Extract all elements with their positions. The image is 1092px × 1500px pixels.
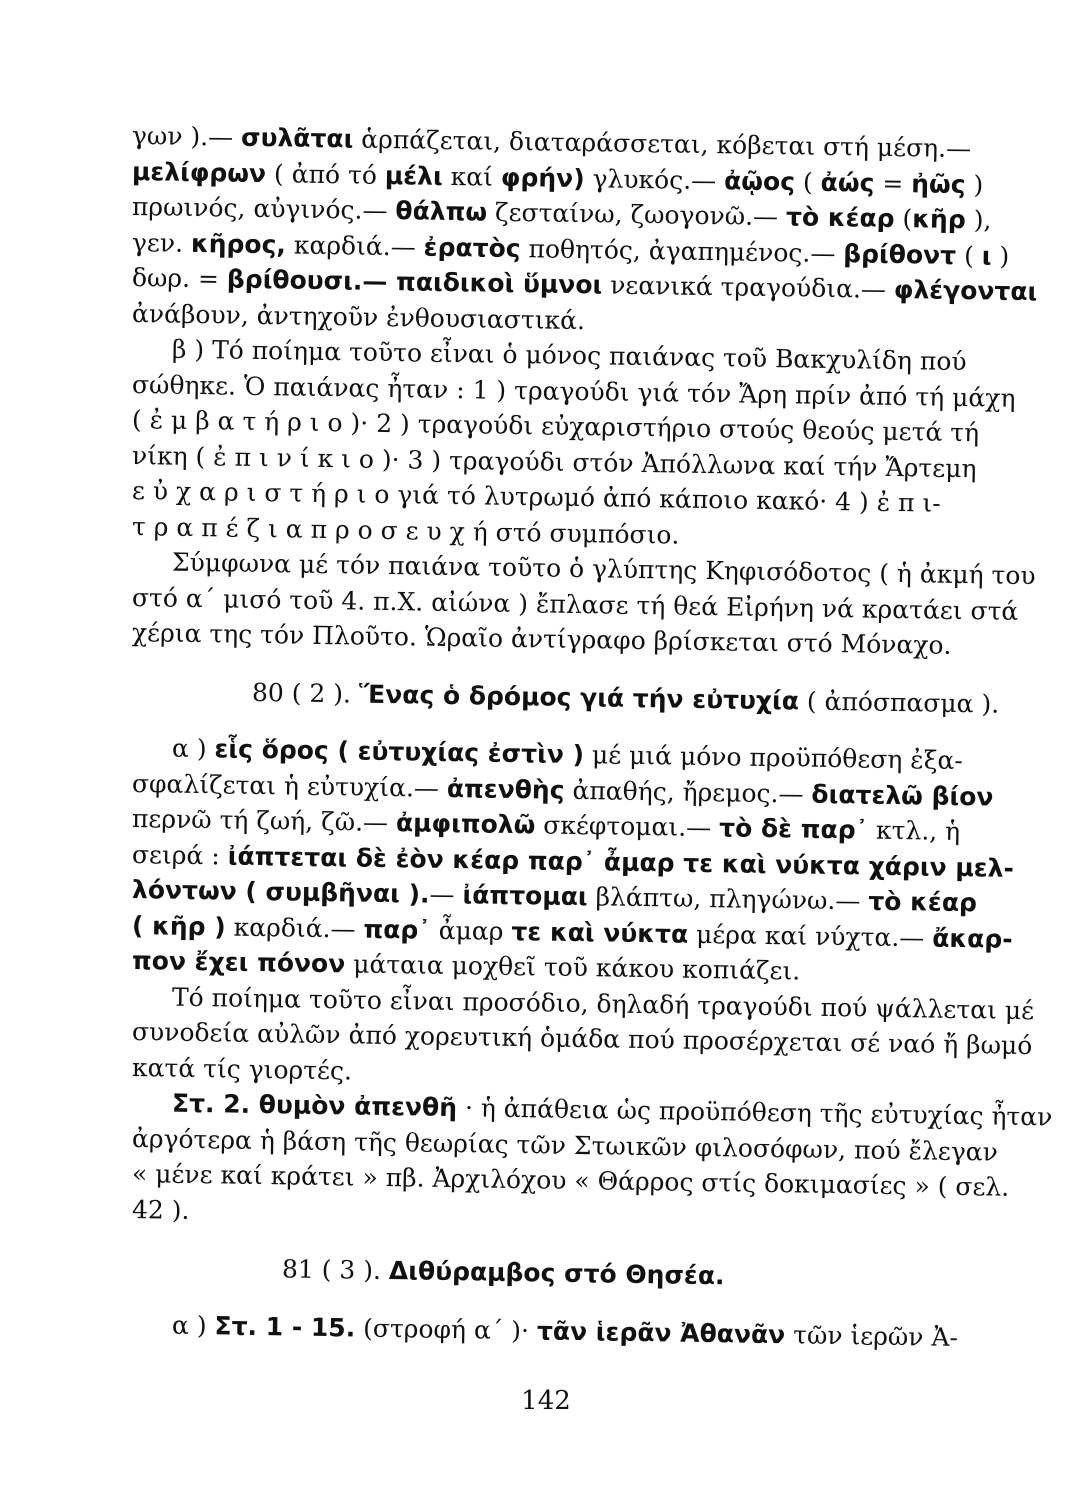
text-segment: ( <box>794 166 821 197</box>
text-segment: συνοδεία αὐλῶν ἀπό χορευτική ὁμάδα πού προσέρχεται σέ ναό ἤ βωμό <box>131 1017 1033 1061</box>
text-segment: γλυκός.— <box>584 163 725 195</box>
text-segment: βλάπτω, πληγώνω.— <box>587 882 869 916</box>
text-segment: θάλπω <box>395 196 488 227</box>
text-segment: παρ᾽ <box>363 914 432 945</box>
text-segment: (στροφή α΄ )· <box>354 1313 538 1345</box>
text-segment: κατά τίς γιορτές. <box>131 1052 353 1085</box>
text-segment: Ἕνας ὁ δρόμος γιά τήν εὐτυχία <box>358 679 800 715</box>
page-number: 142 <box>521 1386 571 1416</box>
text-segment: ) <box>991 241 1010 271</box>
text-segment: πρωινός, αὐγινός.— <box>131 192 396 226</box>
text-segment: ἀώς <box>820 167 875 198</box>
text-segment: συλᾶται <box>240 122 354 154</box>
text-segment: σειρά : <box>131 839 228 871</box>
text-segment: νίκη ( ἐ π ι ν ί κ ι ο )· 3 ) τραγούδι στόν Ἀπόλλωνα καί τήν Ἄρτεμη <box>131 440 977 483</box>
text-segment: τᾶν ἱερᾶν Ἀθανᾶν <box>536 1315 786 1349</box>
text-segment: ), <box>965 205 992 235</box>
page-body <box>131 118 1053 1352</box>
text-segment: φλέγονται <box>893 274 1038 307</box>
text-segment: 80 ( 2 ). <box>251 677 360 709</box>
text-segment: — <box>429 879 463 910</box>
text-segment: βρίθουσι.— παιδικοὶ ὕμνοι <box>226 264 603 300</box>
text-segment: τ ρ α π έ ζ ι α π ρ ο σ ε υ χ ή στό συμπόσιο. <box>131 511 680 550</box>
text-segment: ἠῶς <box>911 168 966 199</box>
text-segment: γων ).— <box>131 121 242 152</box>
text-segment: ( ἐ μ β α τ ή ρ ι ο )· 2 ) τραγούδι εὐχαριστήριο στούς θεούς μετά τή <box>131 405 980 448</box>
text-segment: βρίθοντ <box>843 238 957 270</box>
text-segment: μέρα καί νύχτα.— <box>687 919 933 953</box>
text-segment: ( <box>894 203 913 234</box>
text-segment: νεανικά τραγούδια.— <box>602 270 895 304</box>
text-segment: ἰάπτεται δὲ ἐὸν κέαρ παρ᾽ ἆμαρ τε καὶ νύκτα χάριν μελ- <box>227 841 1015 883</box>
text-segment: ἀμφιπολῶ <box>395 808 536 840</box>
text-segment: Σύμφωνα μέ τόν παιάνα τοῦτο ὁ γλύπτης Κηφισόδοτος ( ἡ ἀκμή του <box>171 547 1036 591</box>
text-segment: τε καὶ νύκτα <box>511 916 689 949</box>
text-segment: τὸ κέαρ <box>868 886 978 918</box>
text-segment: ἄκαρ- <box>932 923 1013 954</box>
text-segment: ε ὐ χ α ρ ι σ τ ή ρ ι ο γιά τό λυτρωμό ἀπό κάποιο κακό· 4 ) ἐ π ι- <box>131 476 941 518</box>
text-segment: ποθητός, ἀγαπημένος.— <box>520 233 844 268</box>
text-segment: σκέφτομαι.— <box>535 810 720 843</box>
text-segment: · ἡ ἀπάθεια ὡς προϋπόθεση τῆς εὐτυχίας ἦταν <box>456 1093 1053 1132</box>
text-segment: ἆμαρ <box>430 915 512 946</box>
text-segment: κτλ., ἡ <box>867 815 961 847</box>
text-segment: Τό ποίημα τοῦτο εἶναι προσόδιο, δηλαδή τραγούδι πού ψάλλεται μέ <box>171 982 1035 1025</box>
text-segment: Στ. 1 - 15. <box>214 1310 356 1343</box>
text-segment: δωρ. = <box>131 263 228 294</box>
text-segment: ι <box>981 240 992 271</box>
text-segment: μάταια μοχθεῖ τοῦ κάκου κοπιάζει. <box>345 949 801 986</box>
text-segment: κῆρος, <box>190 228 287 259</box>
text-segment: μελίφρων <box>131 156 267 188</box>
text-segment: σώθηκε. Ὁ παιάνας ἦταν : 1 ) τραγούδι γιά τόν Ἄρη πρίν ἀπό τή μάχη <box>131 369 1016 413</box>
text-segment: 42 ). <box>131 1194 190 1225</box>
text-segment: εἷς ὅρος ( εὐτυχίας ἐστὶν ) <box>214 734 585 770</box>
text-segment: λόντων ( συμβῆναι ). <box>131 875 430 909</box>
text-segment: γεν. <box>131 227 192 258</box>
text-segment: καρδιά.— <box>285 229 424 262</box>
text-segment: φρήν) <box>500 162 585 193</box>
text-segment: διατελῶ βίον <box>811 779 994 812</box>
text-segment: 81 ( 3 ). <box>281 1254 390 1286</box>
text-segment: κῆρ <box>912 204 966 235</box>
text-segment: μέ μιά μόνο προϋπόθεση ἐξα- <box>583 740 964 776</box>
text-segment: ( <box>955 240 983 270</box>
text-segment: στό α΄ μισό τοῦ 4. π.Χ. αἰώνα ) ἔπλασε τή θεά Εἰρήνη νά κρατάει στά <box>131 582 1019 626</box>
text-segment: ἀῷος <box>723 165 796 196</box>
text-segment: τῶν ἱερῶν Ἀ- <box>784 1319 959 1352</box>
text-segment: ( ἀπό τό <box>265 158 386 190</box>
text-segment: = <box>874 168 912 198</box>
text-segment: ζεσταίνω, ζωογονῶ.— <box>486 197 787 232</box>
text-segment: μέλι <box>384 160 443 191</box>
text-segment: πον ἔχει πόνον <box>131 946 346 979</box>
text-segment: καί <box>442 161 502 192</box>
text-segment: Στ. 2. θυμὸν ἀπενθῆ <box>171 1088 458 1123</box>
text-segment: ( ἀπόσπασμα ). <box>798 685 1000 719</box>
text-segment: καρδιά.— <box>225 911 364 944</box>
text-segment: ἀργότερα ἡ βάση τῆς θεωρίας τῶν Στωικῶν φιλοσόφων, πού ἔλεγαν <box>131 1123 999 1167</box>
text-segment: ἀνάβουν, ἀντηχοῦν ἐνθουσιαστικά. <box>131 298 586 335</box>
text-segment: ) <box>965 169 984 199</box>
text-segment: α ) <box>171 733 215 764</box>
text-segment: σφαλίζεται ἡ εὐτυχία.— <box>131 768 448 803</box>
text-segment: περνῶ τή ζωή, ζῶ.— <box>131 804 397 838</box>
text-segment: ( κῆρ ) <box>131 910 226 941</box>
text-segment: τὸ κέαρ <box>785 202 895 233</box>
text-segment: Διθύραμβος στό Θησέα. <box>388 1256 725 1291</box>
text-segment: « μένε καί κράτει » πβ. Ἀρχιλόχου « Θάρρος στίς δοκιμασίες » ( σελ. <box>131 1159 1010 1202</box>
text-segment: ἀπενθὴς <box>446 773 565 805</box>
text-line-32 <box>132 1307 1012 1356</box>
text-segment: ἰάπτομαι <box>462 880 588 912</box>
text-segment: ἁρπάζεται, διαταράσσεται, κόβεται στή μέση.— <box>353 124 972 164</box>
text-segment: ἀπαθής, ἤρεμος.— <box>564 775 812 809</box>
text-segment: τὸ δὲ παρ᾽ <box>718 813 869 845</box>
text-segment: α ) <box>171 1310 215 1340</box>
text-segment: β ) Τό ποίημα τοῦτο εἶναι ὁ μόνος παιάνας τοῦ Βακχυλίδη πού <box>171 334 967 377</box>
text-segment: χέρια της τόν Πλοῦτο. Ὡραῖο ἀντίγραφο βρίσκεται στό Μόναχο. <box>131 618 952 660</box>
text-segment: ἐρατὸς <box>423 232 521 263</box>
